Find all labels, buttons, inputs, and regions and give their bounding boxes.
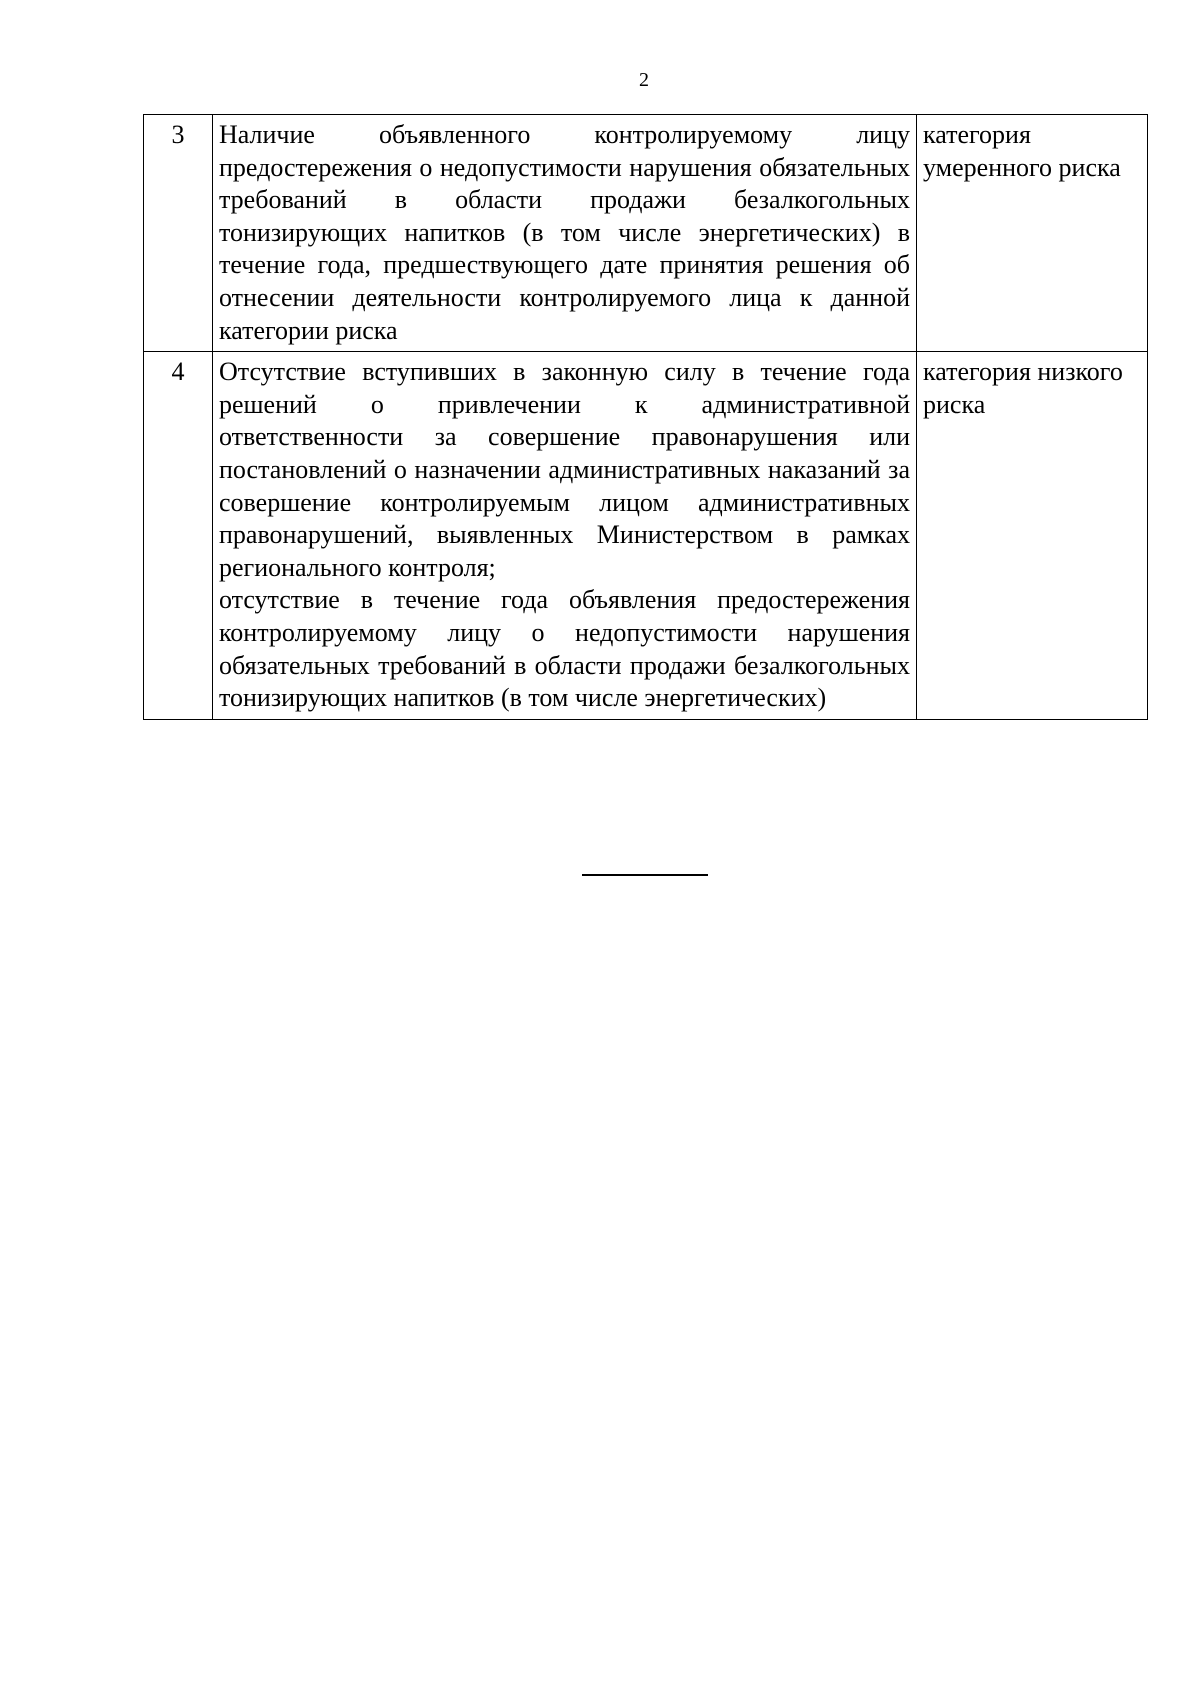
page-number: 2 xyxy=(639,69,649,91)
criterion-text xyxy=(213,115,917,352)
row-number: 3 xyxy=(144,115,213,352)
risk-category: категория низкого риска xyxy=(917,352,1148,720)
criterion-text xyxy=(213,352,917,720)
risk-category-table xyxy=(143,114,1148,720)
row-number: 4 xyxy=(144,352,213,720)
closing-divider-line xyxy=(582,874,708,876)
criterion-paragraph: Наличие объявленного контролируемому лицу предостережения о недопустимости нарушения обязательных требований в области продажи безалкогольных тонизирующих напитков (в том числе энергетических) в течение года, предшествующего дате принятия решения об отнесении деятельности контролируемого лица к данной категории риска xyxy=(219,120,910,345)
table-row xyxy=(144,352,1148,720)
table-row xyxy=(144,115,1148,352)
criterion-paragraph: Отсутствие вступивших в законную силу в течение года решений о привлечении к административной ответственности за совершение правонарушения или постановлений о назначении административных наказаний за совершение контролируемым лицом административных правонарушений, выявленных Министерством в рамках регионального контроля; xyxy=(219,357,910,582)
criterion-paragraph: отсутствие в течение года объявления предостережения контролируемому лицу о недопустимости нарушения обязательных требований в области продажи безалкогольных тонизирующих напитков (в том числе энергетических) xyxy=(219,585,910,713)
risk-category: категория умеренного риска xyxy=(917,115,1148,352)
